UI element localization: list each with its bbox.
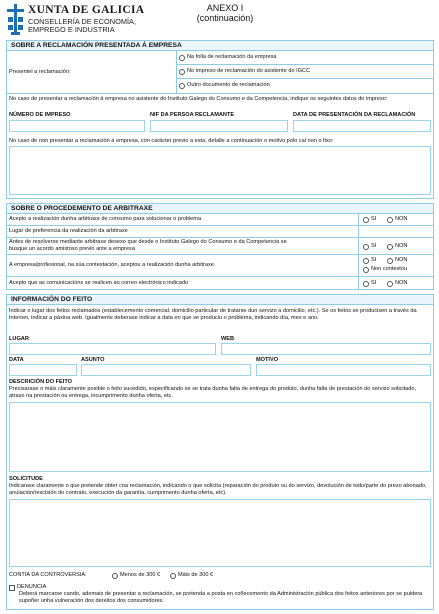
divider: [6, 304, 434, 305]
facts-intro: Indicar o lugar dos feitos reclamados (establecemento comercial, domicilio particular de tratarse dun servizo a domicilio, etc.). Se os feitos se producisen a través da Internet, indicar a páxina web. Igualmente deberase indicar a data en que se produciu o problema, indicando día, mes e ano.: [9, 308, 417, 321]
preferred-place-field[interactable]: [359, 226, 433, 236]
label-solicitude: SOLICITUDE: [9, 476, 43, 482]
radio-button[interactable]: [170, 573, 176, 579]
label-lugar: LUGAR: [9, 336, 29, 342]
q5-non[interactable]: NON: [387, 280, 407, 287]
q1-si[interactable]: SI: [363, 216, 376, 223]
q1-non[interactable]: NON: [387, 216, 407, 223]
igcc-note: No caso de presentar a reclamación á empresa no asistente do Instituto Galego do Consumo e da Competencia, indique os seguintes datos do impreso:: [9, 96, 388, 102]
radio-button[interactable]: [179, 69, 185, 75]
divider: [6, 50, 434, 51]
label-presentation-date: DATA DE PRESENTACIÓN DA RECLAMACIÓN: [293, 112, 416, 118]
label-form-number: NÚMERO DE IMPRESO: [9, 112, 71, 118]
radio-button[interactable]: [363, 258, 369, 264]
no-present-note: No caso de non presentar a reclamación á empresa, con carácter previo a esta, detalle a continuación o motivo polo cal non o fixo:: [9, 138, 334, 144]
divider: [176, 50, 177, 93]
asunto-field[interactable]: [81, 364, 251, 376]
radio-button[interactable]: [387, 258, 393, 264]
solicitude-help: Indicarase claramente o que pretende obter coa reclamación, indicando o que solicita (reparación do produto ou do servizo, devolución de todo/parte do prezo abonado, anulación/rescisión do contrato, execución da garantía, cumprimento dunha oferta, etc).: [9, 483, 427, 496]
label-motivo: MOTIVO: [256, 357, 279, 363]
checkbox[interactable]: [9, 585, 15, 591]
q5-si[interactable]: SI: [363, 280, 376, 287]
radio-button[interactable]: [179, 55, 185, 61]
label-claimant-nif: NIF DA PERSOA RECLAMANTE: [150, 112, 235, 118]
divider: [6, 213, 434, 214]
description-help: Precisarase o máis claramente posible o feito sucedido, especificando se se trata dunha falta de entrega do produto, dunha falta de prestación do servizo solicitado, atraso na prestación ou entrega, incumprimento dunha oferta, etc.: [9, 386, 417, 399]
question-company-accepted: A empresa/profesional, na súa contestación, aceptou a realización dunha arbitraxe: [9, 262, 214, 268]
radio-button[interactable]: [179, 83, 185, 89]
no-present-reason-field[interactable]: [9, 146, 431, 195]
radio-button[interactable]: [112, 573, 118, 579]
motivo-field[interactable]: [256, 364, 431, 376]
solicitude-field[interactable]: [9, 499, 431, 567]
form-number-field[interactable]: [9, 120, 145, 132]
label-web: WEB: [221, 336, 235, 342]
option-company-form[interactable]: Na folla de reclamación da empresa: [179, 54, 277, 61]
question-preferred-place: Lugar de preferencia da realización da arbitraxe: [9, 228, 128, 234]
section-title: INFORMACIÓN DO FEITO: [7, 295, 433, 304]
denuncia-checkbox[interactable]: DENUNCIA: [9, 584, 46, 591]
presented-label: Presentel a reclamación:: [9, 69, 71, 75]
lugar-field[interactable]: [9, 343, 216, 355]
radio-button[interactable]: [387, 281, 393, 287]
q4-si[interactable]: SI: [363, 257, 376, 264]
divider: [6, 93, 434, 94]
denuncia-help: Deberá marcarse cando, ademais de presentar a reclamación, se pretenda a posta en coñecemento da Administración pública dos feitos anteriores por se puidera supoñer unha vulneración dos dereitos dos consumidores.: [19, 591, 423, 604]
amount-more-300[interactable]: Máis de 300 €: [170, 572, 213, 579]
data-field[interactable]: [9, 364, 77, 376]
xunta-logo-icon: [7, 4, 24, 35]
divider: [6, 254, 434, 255]
q4-non[interactable]: NON: [387, 257, 407, 264]
divider: [6, 276, 434, 277]
divider: [6, 237, 434, 238]
label-asunto: ASUNTO: [81, 357, 105, 363]
divider: [176, 78, 434, 79]
question-email-communications: Acepto que as comunicacións se realicen ao correo electrónico indicado: [9, 280, 189, 286]
option-igcc-form[interactable]: No impreso de reclamación do asistente do IGCC: [179, 68, 310, 75]
radio-button[interactable]: [387, 244, 393, 250]
q4-non-contestou[interactable]: Non contestou: [363, 266, 407, 273]
department-name: CONSELLERÍA DE ECONOMÍA, EMPREGO E INDUSTRIA: [28, 17, 137, 35]
divider: [176, 64, 434, 65]
radio-button[interactable]: [363, 281, 369, 287]
question-amicable-agreement: Antes de resolverse mediante arbitraxe desexo que desde o Instituto Galego do Consumo e da Competencia se busque un acordo amistoso previo ante a empresa: [9, 239, 287, 252]
brand-name: XUNTA DE GALICIA: [28, 4, 145, 16]
annex-title: ANEXO I (continuación): [196, 3, 254, 23]
label-description: DESCRICIÓN DO FEITO: [9, 379, 72, 385]
label-data: DATA: [9, 357, 24, 363]
question-accept-arbitration: Acepto a realización dunha arbitraxe de consumo para solucionar o problema: [9, 216, 202, 222]
section-title: SOBRE A RECLAMACIÓN PRESENTADA Á EMPRESA: [7, 41, 433, 50]
option-other-document[interactable]: Outro documento de reclamación: [179, 82, 270, 89]
q3-si[interactable]: SI: [363, 243, 376, 250]
radio-button[interactable]: [387, 217, 393, 223]
page-header: [0, 0, 439, 38]
amount-less-300[interactable]: Menos de 300 €: [112, 572, 160, 579]
web-field[interactable]: [221, 343, 431, 355]
label-controversy-amount: CONTÍA DA CONTROVERSIA:: [9, 572, 87, 578]
description-field[interactable]: [9, 402, 431, 472]
radio-button[interactable]: [363, 217, 369, 223]
q3-non[interactable]: NON: [387, 243, 407, 250]
radio-button[interactable]: [363, 267, 369, 273]
presentation-date-field[interactable]: [293, 120, 431, 132]
claimant-nif-field[interactable]: [150, 120, 288, 132]
radio-button[interactable]: [363, 244, 369, 250]
section-title: SOBRE O PROCEDEMENTO DE ARBITRAXE: [7, 204, 433, 213]
